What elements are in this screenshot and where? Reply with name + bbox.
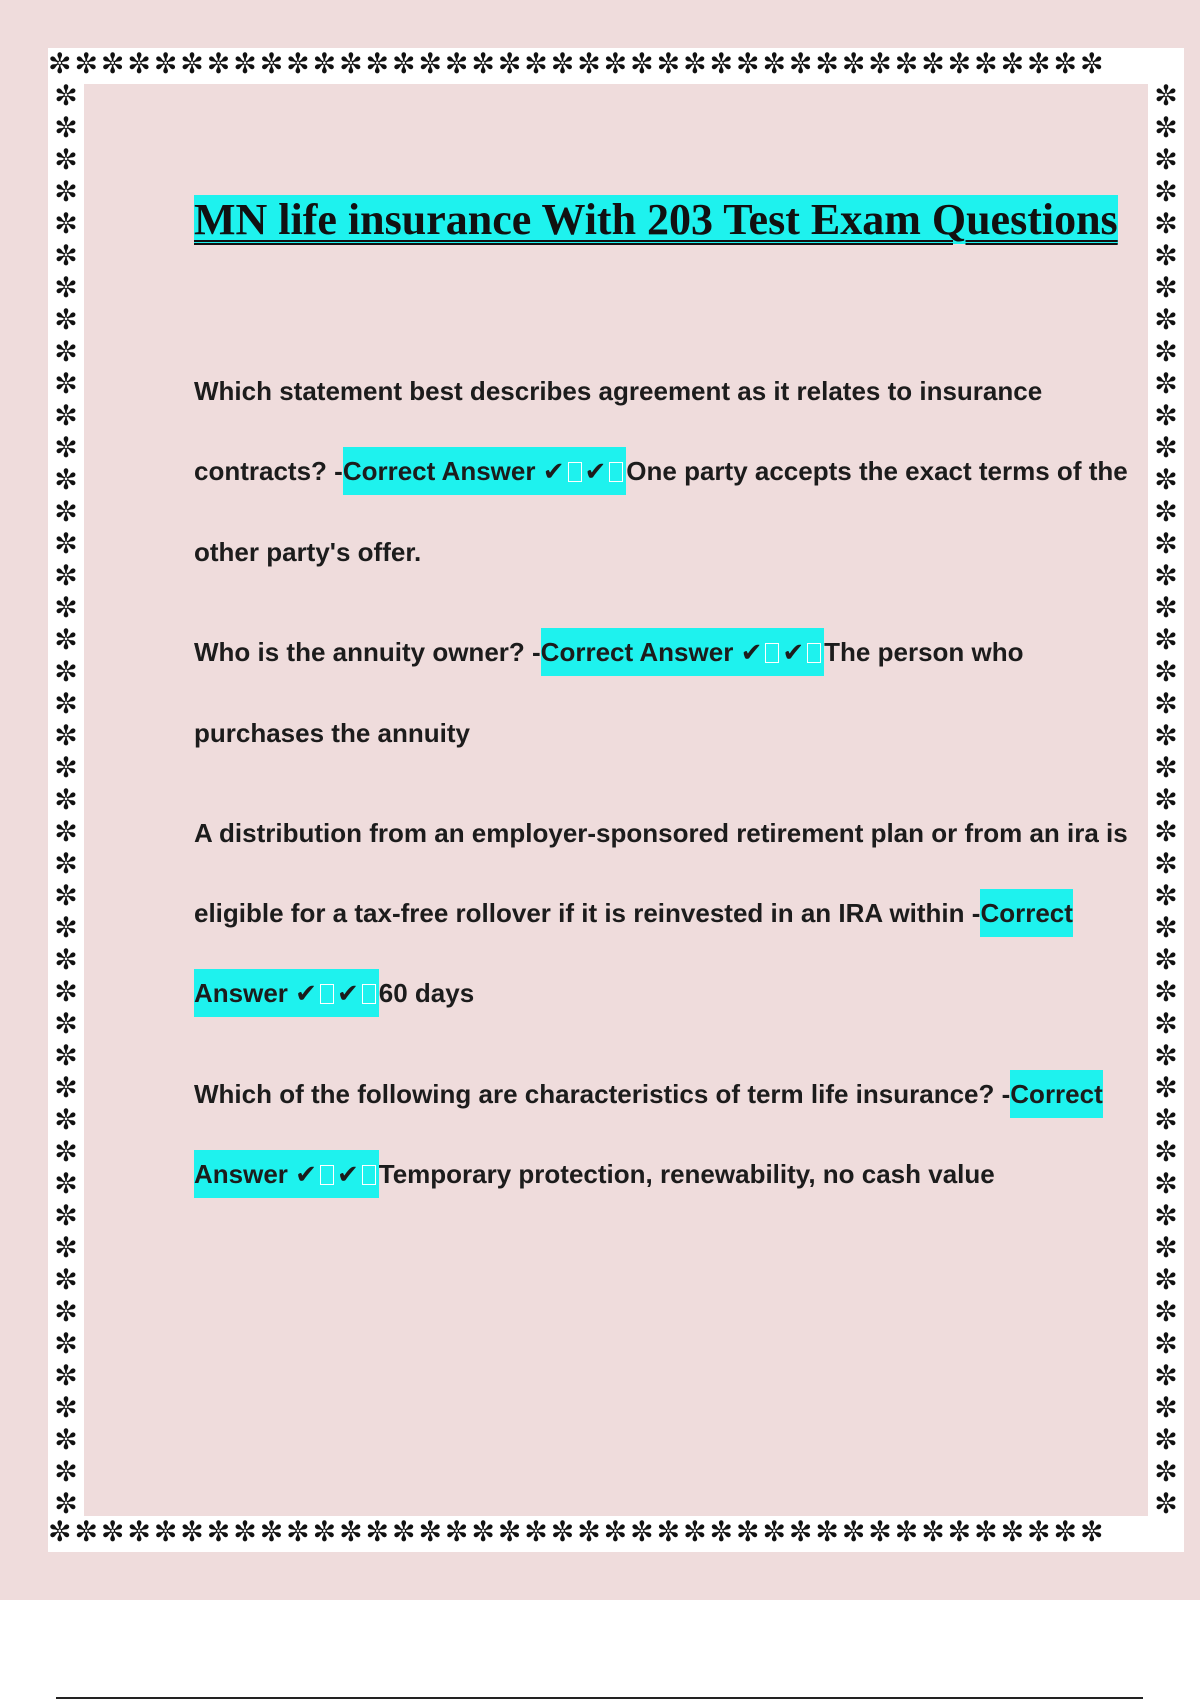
placeholder-box-icon [320,1165,334,1185]
placeholder-box-icon [765,643,779,663]
checkmark-icon: ✔ [584,457,607,487]
qa-item [194,793,1144,1034]
question-text: Who is the annuity owner? - [194,637,541,667]
qa-item [194,612,1144,773]
correct-answer-label: Correct Answer [540,637,734,667]
qa-item [194,351,1144,592]
asterisk-border-frame [48,48,1184,1552]
footer-divider [56,1697,1143,1699]
answer-text: 60 days [378,978,475,1008]
correct-answer-label: Correct Answer [194,1079,1103,1189]
correct-answer-highlight [343,447,626,495]
answer-text: The person who purchases the annuity [194,637,1024,748]
placeholder-box-icon [807,643,821,663]
document-title [194,192,1144,247]
placeholder-box-icon [609,462,623,482]
placeholder-box-icon [362,984,376,1004]
correct-answer-highlight [541,628,824,676]
correct-answer-label: Correct Answer [194,898,1073,1008]
question-text: A distribution from an employer-sponsored retirement plan or from an ira is eligible for a tax-free rollover if it is reinvested in an IRA within - [194,818,1128,928]
checkmark-icon: ✔ [295,979,317,1009]
document-body [84,84,1148,1516]
placeholder-box-icon [362,1165,376,1185]
asterisk-border-icon: ✼ ✼ ✼ ✼ ✼ ✼ ✼ ✼ ✼ ✼ ✼ ✼ ✼ ✼ ✼ ✼ ✼ ✼ ✼ ✼ ✼ ✼ ✼ ✼ ✼ ✼ ✼ ✼ ✼ ✼ ✼ ✼ ✼ ✼ ✼ ✼ ✼ ✼ ✼ ✼ ✼ ✼ ✼ ✼ ✼ [54,80,78,1520]
document-title-text: MN life insurance With 203 Test Exam Questions [194,195,1118,244]
asterisk-border-icon: ✼✼✼✼✼✼✼✼✼✼✼✼✼✼✼✼✼✼✼✼✼✼✼✼✼✼✼✼✼✼✼✼✼✼✼✼✼✼✼✼ [48,1516,1107,1548]
checkmark-icon: ✔ [542,457,565,487]
correct-answer-label: Correct Answer [342,456,536,486]
asterisk-border-icon: ✼ ✼ ✼ ✼ ✼ ✼ ✼ ✼ ✼ ✼ ✼ ✼ ✼ ✼ ✼ ✼ ✼ ✼ ✼ ✼ ✼ ✼ ✼ ✼ ✼ ✼ ✼ ✼ ✼ ✼ ✼ ✼ ✼ ✼ ✼ ✼ ✼ ✼ ✼ ✼ ✼ ✼ ✼ ✼ ✼ [1154,80,1178,1520]
checkmark-icon: ✔ [336,979,359,1009]
answer-text: Temporary protection, renewability, no cash value [378,1159,995,1189]
asterisk-border-icon: ✼✼✼✼✼✼✼✼✼✼✼✼✼✼✼✼✼✼✼✼✼✼✼✼✼✼✼✼✼✼✼✼✼✼✼✼✼✼✼✼ [48,48,1107,80]
answer-text: One party accepts the exact terms of the other party's offer. [194,456,1128,567]
qa-item [194,1054,1144,1215]
checkmark-icon: ✔ [336,1160,359,1190]
placeholder-box-icon [320,984,334,1004]
checkmark-icon: ✔ [782,638,805,668]
question-text: Which statement best describes agreement as it relates to insurance contracts? - [194,376,1043,486]
checkmark-icon: ✔ [740,638,763,668]
placeholder-box-icon [568,462,582,482]
content [194,192,1144,1235]
question-text: Which of the following are characteristics of term life insurance? - [194,1079,1011,1109]
checkmark-icon: ✔ [295,1160,317,1190]
